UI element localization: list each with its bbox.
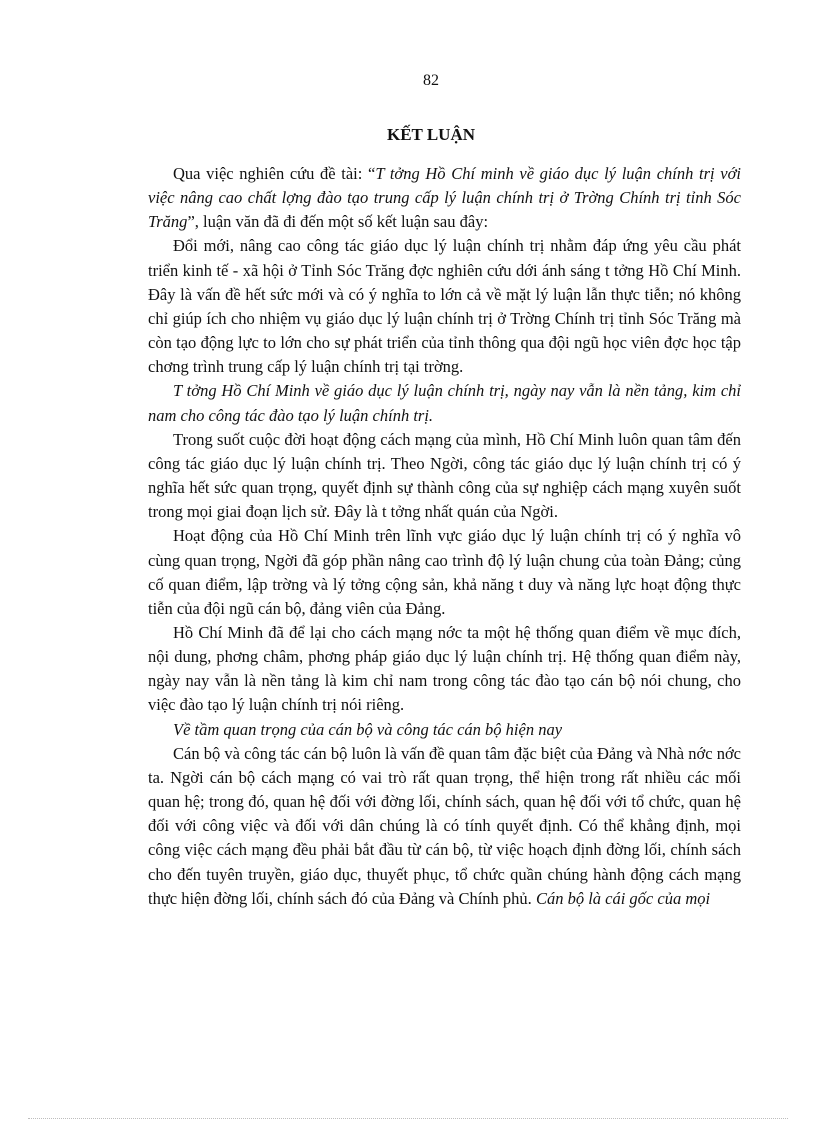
paragraph-5-italic-ending: Cán bộ là cái gốc của mọi: [535, 888, 711, 908]
subheading-italic: Về tầm quan trọng của cán bộ và công tác cán bộ hiện nay: [173, 719, 563, 739]
paragraph-italic-thesis: T tởng Hồ Chí Minh về giáo dục lý luận chính trị, ngày nay vẫn là nền tảng, kim chỉ nam cho công tác đào tạo lý luận chính trị.: [148, 381, 741, 425]
page-number: 82: [423, 72, 439, 89]
paragraph-3: Hoạt động của Hồ Chí Minh trên lĩnh vực giáo dục lý luận chính trị có ý nghĩa vô cùng quan trọng, Ngời đã góp phần nâng cao trình độ lý luận chung của toàn Đảng; củng cố quan điểm, lập trờng và lý tởng cộng sản, khả năng t duy và năng lực hoạt động thực tiễn của đội ngũ cán bộ, đảng viên của Đảng.: [148, 526, 741, 618]
thesis-title: T tởng Hồ Chí minh về giáo dục lý luận chính trị với việc nâng cao chất lợng đào tạo trung cấp lý luận chính trị ở Trờng Chính trị tỉnh Sóc Trăng: [148, 164, 741, 232]
paragraph-intro-lead: Qua việc nghiên cứu đề tài: “: [173, 164, 376, 183]
section-heading: KẾT LUẬN: [386, 125, 475, 144]
paragraph-5: [148, 742, 741, 911]
page-bottom-divider: [28, 1118, 788, 1119]
paragraph-5-main: Cán bộ và công tác cán bộ luôn là vấn đề quan tâm đặc biệt của Đảng và Nhà nớc nớc ta. Ngời cán bộ cách mạng có vai trò rất quan trọng, thể hiện trong rất nhiều các mối quan hệ; trong đó, quan hệ đối với đờng lối, chính sách, quan hệ đối với tổ chức, quan hệ đối với công việc và đối với dân chúng là có tính quyết định. Có thể khẳng định, mọi công việc cách mạng đều phải bắt đầu từ cán bộ, từ việc hoạch định đờng lối, chính sách cho đến tuyên truyền, giáo dục, thuyết phục, tổ chức quần chúng hành động cách mạng thực hiện đờng lối, chính sách đó của Đảng và Chính phủ.: [148, 743, 741, 908]
paragraph-intro-tail: ”, luận văn đã đi đến một số kết luận sau đây:: [187, 212, 489, 232]
paragraph-intro: [148, 162, 741, 234]
paragraph-2: Trong suốt cuộc đời hoạt động cách mạng của mình, Hồ Chí Minh luôn quan tâm đến công tác giáo dục lý luận chính trị. Theo Ngời, công tác giáo dục lý luận chính trị có ý nghĩa hết sức quan trọng, quyết định sự thành công của sự nghiệp cách mạng xuyên suốt trong mọi giai đoạn lịch sử. Đây là t tởng nhất quán của Ngời.: [148, 429, 741, 522]
paragraph-4: Hồ Chí Minh đã để lại cho cách mạng nớc ta một hệ thống quan điểm về mục đích, nội dung, phơng châm, phơng pháp giáo dục lý luận chính trị. Hệ thống quan điểm này, ngày nay vẫn là nền tảng là kim chỉ nam trong công tác đào tạo cán bộ nói chung, cho việc đào tạo lý luận chính trị nói riêng.: [148, 622, 741, 715]
body-text: [148, 162, 741, 911]
paragraph-1: Đổi mới, nâng cao công tác giáo dục lý luận chính trị nhằm đáp ứng yêu cầu phát triển kinh tế - xã hội ở Tỉnh Sóc Trăng đợc nghiên cứu dới ánh sáng t tởng Hồ Chí Minh. Đây là vấn đề hết sức mới và có ý nghĩa to lớn cả về mặt lý luận lẫn thực tiễn; nó không chỉ giúp ích cho nhiệm vụ giáo dục lý luận chính trị ở Trờng Chính trị tỉnh Sóc Trăng mà còn tạo động lực to lớn cho sự phát triển của tỉnh thông qua đội ngũ học viên đợc học tập chơng trình trung cấp lý luận chính trị tại trờng.: [148, 236, 741, 377]
